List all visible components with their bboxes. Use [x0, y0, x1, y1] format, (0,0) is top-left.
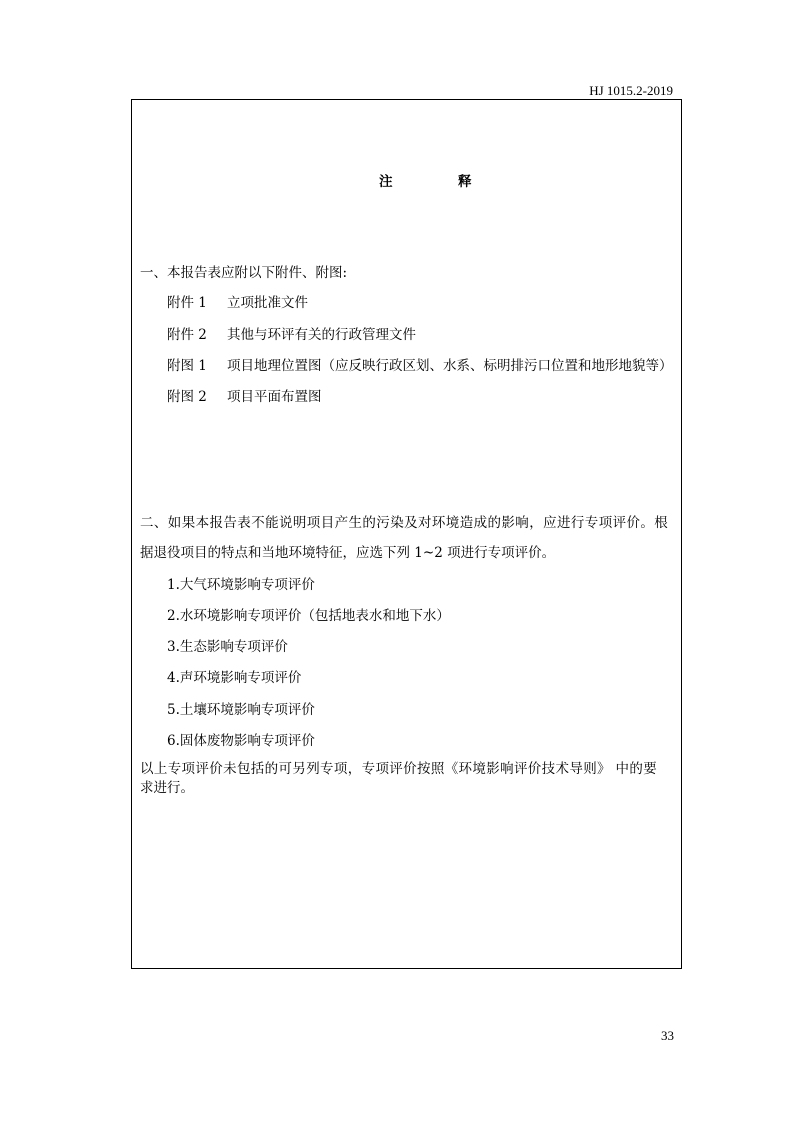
section-1-heading: 一、本报告表应附以下附件、附图: [140, 265, 348, 281]
special-assessment-item: 4.声环境影响专项评价 [167, 670, 302, 686]
closing-note-line-1: 以上专项评价未包括的可另列专项，专项评价按照《环境影响评价技术导则》 中的要 [140, 761, 658, 777]
attachment-text: 项目地理位置图（应反映行政区划、水系、标明排污口位置和地形地貌等） [227, 358, 673, 374]
attachment-text: 项目平面布置图 [227, 389, 322, 405]
attachment-label: 附图 2 [167, 389, 207, 405]
page-title: 注 释 [379, 174, 498, 190]
section-2-paragraph-line-1: 二、如果本报告表不能说明项目产生的污染及对环境造成的影响，应进行专项评价。根 [140, 515, 669, 531]
section-2-paragraph-line-2: 据退役项目的特点和当地环境特征，应选下列 1~2 项进行专项评价。 [140, 545, 556, 561]
page-number: 33 [661, 1028, 674, 1043]
attachment-row [167, 388, 322, 406]
special-assessment-item: 5.土壤环境影响专项评价 [167, 702, 315, 718]
attachment-row [167, 326, 416, 344]
special-assessment-item: 3.生态影响专项评价 [167, 639, 288, 655]
special-assessment-item: 6.固体废物影响专项评价 [167, 733, 315, 749]
attachment-label: 附件 1 [167, 295, 207, 311]
document-code: HJ 1015.2-2019 [589, 83, 673, 98]
attachment-row [167, 294, 308, 312]
attachment-row [167, 357, 673, 375]
attachment-text: 其他与环评有关的行政管理文件 [227, 327, 416, 343]
attachment-text: 立项批准文件 [227, 295, 308, 311]
attachment-label: 附图 1 [167, 358, 207, 374]
special-assessment-item: 2.水环境影响专项评价（包括地表水和地下水） [167, 608, 450, 624]
attachment-label: 附件 2 [167, 327, 207, 343]
form-frame [131, 99, 682, 969]
special-assessment-item: 1.大气环境影响专项评价 [167, 577, 315, 593]
closing-note-line-2: 求进行。 [140, 780, 194, 796]
